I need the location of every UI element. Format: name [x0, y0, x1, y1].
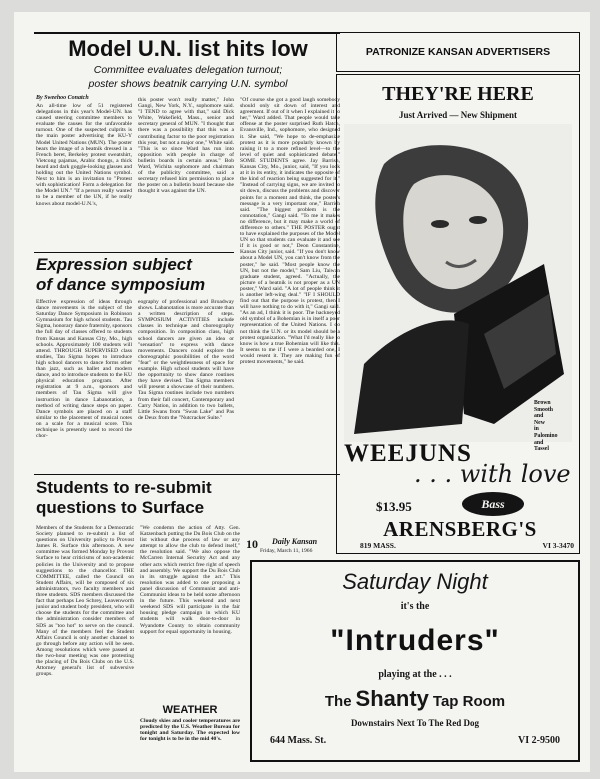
venue-taproom: Tap Room: [432, 693, 506, 710]
product-script: . . . with love: [414, 460, 571, 488]
section-rule-2: [34, 474, 340, 475]
story1-column-2: this poster won't really matter," John Gangi, New York, N.Y., sophomore said. "I TEND to agree with that," said Dick White, Wakefield, Mass., senior and secretary general of MUN. "I thought that there was a possibility that this was a contributing factor to the poor registration this year, but not a major one," White said. "This is so since Ward has run into opposition with people in charge of bulletin boards in certain areas." Bob Ward, Wichita sophomore and chairman of the publicity committee, said a secretary refused him permission to place the poster on a bulletin board because she thought it was against the UN.: [138, 97, 234, 195]
color-note-line: Smooth: [534, 406, 554, 413]
product-name: WEEJUNS: [344, 440, 472, 467]
story3-column-1: Members of the Students for a Democratic Society planned to re-submit a list of questions on University policy to Provost James R. Surface this afternoon. A new committee was formed Monday by Provost Surface to hear criticisms of non-academic policies in the University and to propose suggestions to the chancellor. THE COMMITTEE, called the Council on Student Affairs, will be composed of six administrators, two faculty members and three students. SDS members discussed the fact that perhaps Leo Schrey, Leavenworth junior and student body president, who will choose the students for the committee and the administration consider members of SDS as "too hot" to serve on the council. Many of the members feel the Student Affairs Council is only another channel to go through before any action will be seen. Among resolutions which were passed at the two-hour meeting was one protesting the placing of Du Bois Clubs on the U.S. Attorney general's list of subversive groups.: [36, 525, 134, 678]
weather-title: WEATHER: [162, 704, 218, 716]
shanty-address: 644 Mass. St.: [270, 735, 327, 746]
bass-badge: Bass: [462, 492, 524, 516]
color-note-line: Brown: [534, 400, 551, 406]
story1-column-1: An all-time low of 51 registered delegations in this year's Model-UN. has caused steering committee members to evaluate the causes for the unfavorable turnout. One of the suspected culprits is the main poster advertising the KU-Y Model United Nations (MUN). The poster bears the image of a beatnik dressed in a French beret, Berkeley protest sweatshirt, Vietcong pajamas, Arabic thongs, a thick beard and dark goggle-looking glasses and holding out the United Nations symbol. Next to him is an invitation to "Protest with sophistication! Form a delegation for the Model UN." "If a person really wanted to be a member of the UN, if he really knows about model-U.N.'s,: [36, 103, 132, 207]
story3-headline-2: questions to Surface: [36, 498, 205, 517]
shanty-phone: VI 2-9500: [518, 735, 560, 746]
story1-subhead-2: poster shows beatnik carrying U.N. symbol: [88, 78, 288, 90]
shanty-playing-at: playing at the . . .: [378, 669, 452, 680]
weather-text: Cloudy skies and cooler temperatures are predicted by the U.S. Weather Bureau for tonight and Saturday. The expected low for tonight is to be in the mid 40's.: [140, 718, 240, 743]
paper-name: Daily Kansan: [272, 537, 318, 546]
patronize-banner: PATRONIZE KANSAN ADVERTISERS: [365, 46, 551, 58]
store-name: ARENSBERG'S: [383, 517, 537, 541]
story1-subhead-1: Committee evaluates delegation turnout;: [93, 64, 283, 76]
price: $13.95: [376, 499, 412, 514]
story3-column-2: "We condemn the action of Atty. Gen. Katzenbach putting the Du Bois Club on the list without due process of law or any attempt to allow the club to defend itself," the resolution said. "We also oppose the McCarren Internal Security Act and any other acts which restrict free right of speech and assembly. We support the Du Bois Club in its struggle against the act." This resolution was added to one proposing a panel discussion of Communist and anti-Communist ideas to be held some afternoon in the future. This weekend and next weekend SDS will participate in the fair housing pledge campaign in which KU students will walk door-to-door in Wyandotte County to obtain community support for equal opportunity in housing.: [140, 525, 240, 635]
venue-the: The: [324, 693, 352, 710]
shanty-its-the: it's the: [400, 601, 430, 612]
story1-byline: By Sweehoo Conatch: [36, 95, 89, 101]
color-note-line: Tassel: [534, 446, 549, 453]
shanty-band-name: "Intruders": [330, 624, 500, 657]
story3-headline-1: Students to re-submit: [36, 478, 212, 497]
shanty-venue: [254, 686, 576, 712]
issue-date: Friday, March 11, 1966: [260, 548, 313, 554]
shanty-saturday-night: Saturday Night: [342, 569, 488, 594]
color-note-line: and: [534, 439, 544, 446]
story2-column-2: eography of professional and Broadway shows. Labanotation is more accurate than a written description of steps. SYMPOSIUM ACTIVITIES include classes in technique and choreography composition. In composition class, high school dancers are given an idea or "sensation" to express with dance movements. Dancers could explore the choreographic possibilities of the word "fear" or the weightlessness of space for example. High school students will have the opportunity to show dance routines they have devised. Tau Sigma members will present a showcase of their numbers. Tau Sigma routines include two numbers from their fall concert, Contemporary and Carry Nation, in addition to two ballets, Little Swans from "Swan Lake" and Pas de Deux from the "Nutcracker Suite.": [138, 299, 234, 421]
story2-headline-2: of dance symposium: [36, 275, 206, 294]
story2-column-1: Effective expression of ideas through dance movements is the subject of the Saturday Dance Symposium in Robinson Gymnasium for high school students. Tau Sigma, honorary dance fraternity, sponsors the full day of classes offered to students from Kansas and Kansas City, Mo., high schools. Approximately 100 students will attend. THROUGH SUPERVISED class studies, Tau Sigma hopes to introduce high school dancers to dance forms other than jazz, such as ballet and modern dance, and to introduce students to the KU physical education program. After registration at 9 a.m., sponsors and members of Tau Sigma will give instruction in dance Labanotation, a method of writing dance steps on paper. Dance symbols are placed on a staff similar to the placement of musical notes on a scale for a musical score. This technique is presently used to record the chor-: [36, 299, 132, 440]
eye-shape: [431, 220, 449, 228]
ad-headline: THEY'RE HERE: [382, 83, 534, 105]
color-note: [534, 400, 574, 453]
newspaper-page: [14, 12, 590, 772]
venue-shanty: Shanty: [355, 686, 429, 711]
story1-column-3: "Of course she got a good laugh somebody should only sit down of interest and agreement. If out of it when I explained it to her," Ward added. That people would take offense at the poster surprised Ruth Hatch, Evansville, Ind., sophomore, who designed it. She said, "We hope to de-emphasize protest as it is more popularly known by raising it to a more refined level—to the level of quiet and sophisticated debate." SOME STUDENTS agree. Jay Barrish, Kansas City, Mo., junior, said, "If you look at it in its entity, it indicates the opposite of the kind of reaction being suggested for it." "Instead of carrying signs, we are invited to sit down, discuss the problems and discover points for a moment and think, the poster's message is a very important one," Barrish said. "The biggest problem is the connotation," Gangi said. "To me it makes no difference, but it may make a world of difference to others." THE POSTER ought to have explained the purposes of the Model UN so that students can evaluate it and see if it is good or not," Deon Constantine, Kansas City junior, said. "If you don't know about a Model UN, you can't know from the poster," he said. "Most people know the UN, but not the model," Sam Liu, Taiwan graduate student, agreed. "Actually, the picture of a beatnik is not proper as a UN poster," Ward said. "A lot of people think it is another left-wing deal." "IF I SHOULD find out that the purpose is protest, then I will have nothing to do with it," Gangi said. "As an ad, I think it is poor. The hackneyed old symbol of a Bohemian is in itself a poor representation of the United Nations. I do not think the U.N. or its model should be a protest organization. "What I'd really like to know is how a true Bohemian will like this. It seems to me if I were a bearded one, I would resent it. They are making fun of protest movements," he said.: [240, 97, 340, 366]
page-number: 10: [246, 537, 258, 551]
ad-subline: Just Arrived — New Shipment: [398, 110, 517, 120]
store-phone: VI 3-3470: [542, 541, 574, 550]
color-note-line: in: [534, 426, 539, 433]
ad-photo: [344, 124, 572, 442]
store-address: 819 MASS.: [360, 541, 396, 550]
story1-headline: Model U.N. list hits low: [68, 36, 308, 61]
top-rule: [34, 32, 340, 34]
story2-headline-1: Expression subject: [36, 255, 192, 274]
section-rule: [34, 252, 234, 253]
shanty-location: Downstairs Next To The Red Dog: [350, 718, 480, 728]
color-note-line: Palomino: [534, 432, 558, 439]
eye-shape: [469, 216, 487, 224]
color-note-line: and: [534, 413, 544, 420]
color-note-line: New: [534, 419, 545, 426]
